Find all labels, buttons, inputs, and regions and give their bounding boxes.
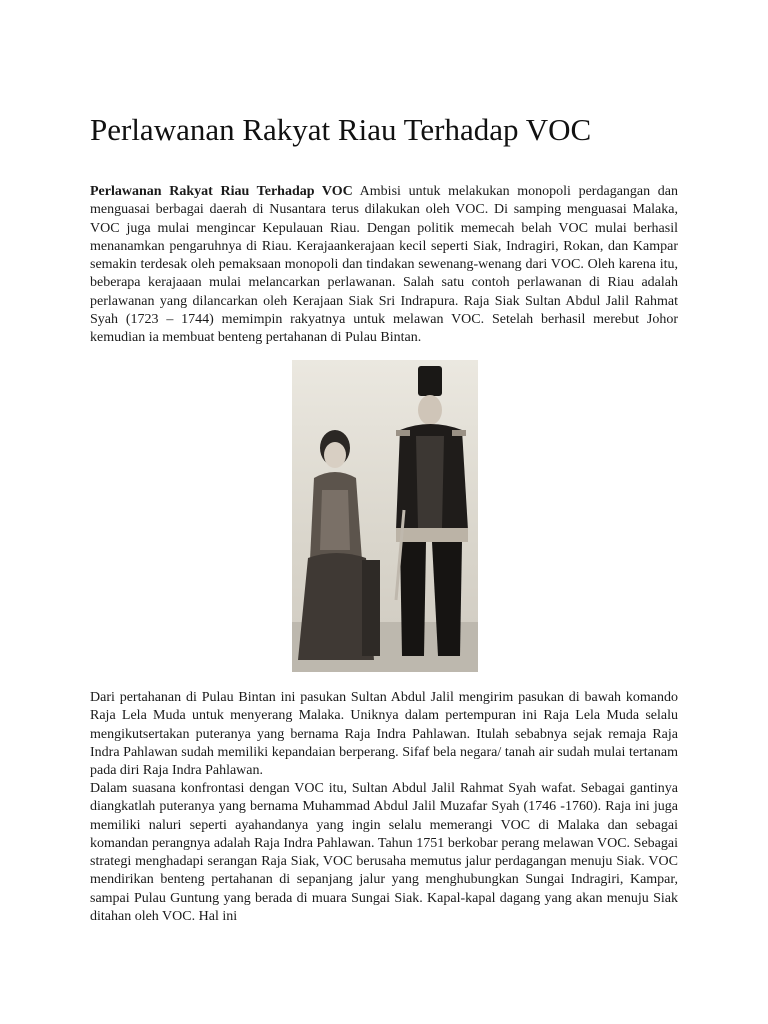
historical-photo: [292, 360, 478, 672]
paragraph-lead: Perlawanan Rakyat Riau Terhadap VOC: [90, 184, 353, 199]
paragraph-intro: [90, 183, 678, 348]
paragraph-body-2: Dalam suasana konfrontasi dengan VOC itu, Sultan Abdul Jalil Rahmat Syah wafat. Sebagai gantinya diangkatlah puteranya yang bernama Muhammad Abdul Jalil Muzafar Syah (1746 -1760). Raja ini juga memiliki naluri seperti ayahandanya yang ingin selalu memerangi VOC di Malaka dan sebagai komandan perangnya adalah Raja Indra Pahlawan. Tahun 1751 berkobar perang melawan VOC. Sebagai strategi menghadapi serangan Raja Siak, VOC berusaha memutus jalur perdagangan menuju Siak. VOC mendirikan benteng pertahanan di sepanjang jalur yang menghubungkan Sungai Indragiri, Kampar, sampai Pulau Guntung yang berada di muara Sungai Siak. Kapal-kapal dagang yang akan menuju Siak ditahan oleh VOC. Hal ini: [90, 781, 678, 925]
page-title: Perlawanan Rakyat Riau Terhadap VOC: [90, 112, 592, 147]
paragraph-body-1: Dari pertahanan di Pulau Bintan ini pasukan Sultan Abdul Jalil mengirim pasukan di bawah komando Raja Lela Muda untuk menyerang Malaka. Uniknya dalam pertempuran ini Raja Lela Muda selalu mengikutsertakan puteranya yang bernama Raja Indra Pahlawan. Itulah sebabnya sejak remaja Raja Indra Pahlawan sudah memiliki kepandaian berperang. Sifaf bela negara/ tanah air sudah mulai tertanam pada diri Raja Indra Pahlawan.: [90, 690, 678, 779]
sultan-and-consort-photo: [292, 360, 478, 672]
paragraph-intro-text: Ambisi untuk melakukan monopoli perdagangan dan menguasai berbagai daerah di Nusantara terus dilakukan oleh VOC. Di samping menguasai Malaka, VOC juga mulai mengincar Kepulauan Riau. Dengan politik memecah belah VOC mulai berhasil menanamkan pengaruhnya di Riau. Kerajaankerajaan kecil seperti Siak, Indragiri, Rokan, dan Kampar semakin terdesak oleh pemaksaan monopoli dan tindakan sewenang-wenang dari VOC. Oleh karena itu, beberapa kerajaaan mulai melancarkan perlawanan. Salah satu contoh perlawanan di Riau adalah perlawanan yang dilancarkan oleh Kerajaan Siak Sri Indrapura. Raja Siak Sultan Abdul Jalil Rahmat Syah (1723 – 1744) memimpin rakyatnya untuk melawan VOC. Setelah berhasil merebut Johor kemudian ia membuat benteng pertahanan di Pulau Bintan.: [90, 184, 679, 346]
